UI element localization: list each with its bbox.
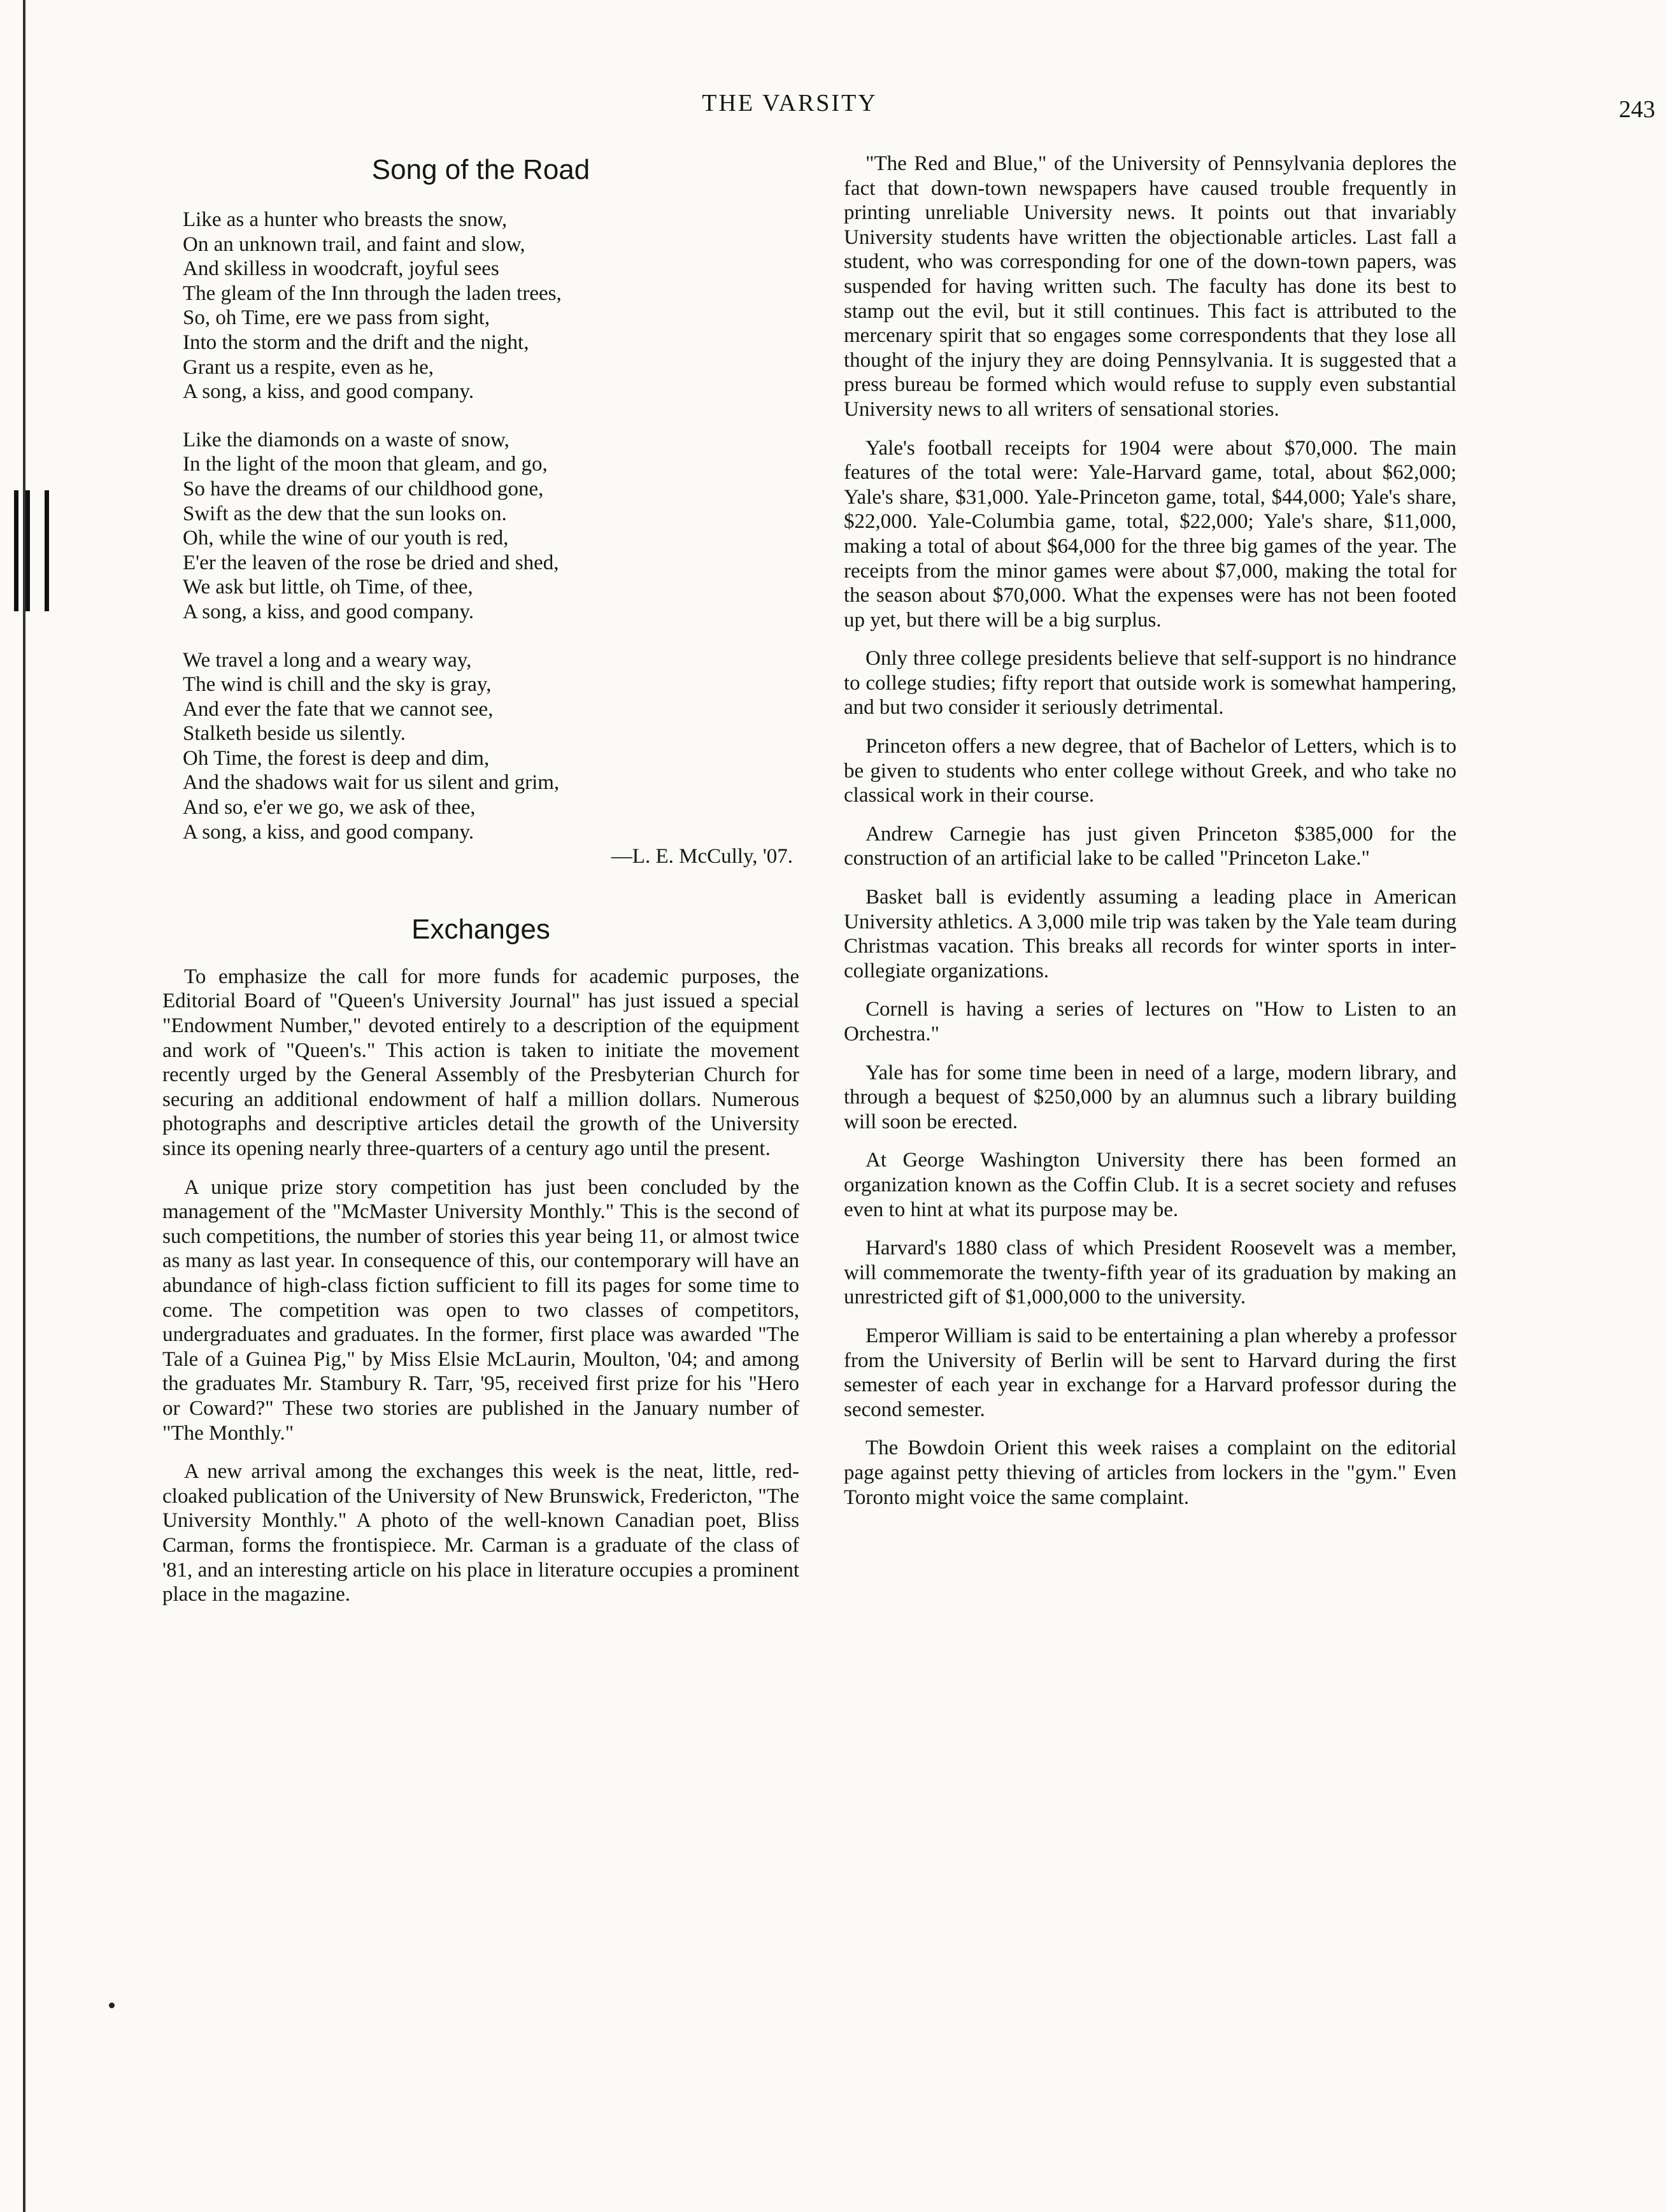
article-paragraph: Cornell is having a series of lectures on "How to Listen to an Orchestra." <box>844 998 1456 1046</box>
poem-line: Into the storm and the drift and the night, <box>183 330 529 354</box>
poem-line: A song, a kiss, and good company. <box>183 380 474 404</box>
poem-line: Grant us a respite, even as he, <box>183 355 434 379</box>
poem-line: We ask but little, oh Time, of thee, <box>183 576 473 599</box>
left-margin-rule <box>23 0 25 2212</box>
poem-line: A song, a kiss, and good company. <box>183 820 474 844</box>
article-paragraph: To emphasize the call for more funds for academic purposes, the Editorial Board of "Queen's University Journal" has just issued a special "Endowment Number," devoted entirely to a description of the equipment and work of "Queen's." This action is taken to initiate the movement recently urged by the General Assembly of the Presbyterian Church for securing an additional endowment of half a million dollars. Numerous photographs and descriptive articles detail the growth of the University since its opening nearly three-quarters of a century ago until the present. <box>162 965 799 1160</box>
article-paragraph: Princeton offers a new degree, that of Bachelor of Letters, which is to be given to students who enter college without Greek, and who take no classical work in their course. <box>844 735 1456 807</box>
binding-mark <box>14 490 18 611</box>
article-paragraph: A unique prize story competition has just been concluded by the management of the "McMaster University Monthly." This is the second of such competitions, the number of stories this year being 11, or almost twice as many as last year. In consequence of this, our contemporary will have an abundance of high-class fiction sufficient to fill its pages for some time to come. The competition was open to two classes of competitors, undergraduates and graduates. In the former, first place was awarded "The Tale of a Guinea Pig," by Miss Elsie McLaurin, Moulton, '04; and among the graduates Mr. Stambury R. Tarr, '95, received first prize for his "Hero or Coward?" These two stories are published in the January number of "The Monthly." <box>162 1175 799 1445</box>
binding-mark <box>25 490 30 611</box>
poem-line: So, oh Time, ere we pass from sight, <box>183 306 490 330</box>
article-paragraph: The Bowdoin Orient this week raises a complaint on the editorial page against petty thieving of articles from lockers in the "gym." Even Toronto might voice the same complaint. <box>844 1436 1456 1509</box>
poem-attribution: —L. E. McCully, '07. <box>611 845 793 868</box>
ink-speck <box>109 2003 115 2008</box>
poem-line: Stalketh beside us silently. <box>183 722 406 746</box>
article-paragraph: Only three college presidents believe that self-support is no hindrance to college studies; fifty report that outside work is somewhat hampering, and but two consider it seriously detrimental. <box>844 647 1456 720</box>
article-paragraph: Yale has for some time been in need of a large, modern library, and through a bequest of $250,000 by an alumnus such a library building will soon be erected. <box>844 1061 1456 1133</box>
poem-stanza <box>183 428 799 625</box>
poem-line: And skilless in woodcraft, joyful sees <box>183 257 499 281</box>
poem-line: E'er the leaven of the rose be dried and shed, <box>183 551 559 574</box>
article-paragraph: A new arrival among the exchanges this week is the neat, little, red-cloaked publication of the University of New Brunswick, Fredericton, "The University Monthly." A photo of the well-known Canadian poet, Bliss Carman, forms the frontispiece. Mr. Carman is a graduate of the class of '81, and an interesting article on his place in literature occupies a prominent place in the magazine. <box>162 1460 799 1606</box>
poem-line: The wind is chill and the sky is gray, <box>183 673 492 697</box>
poem-line: And ever the fate that we cannot see, <box>183 697 494 721</box>
exchanges-heading: Exchanges <box>411 913 550 945</box>
poem-line: So have the dreams of our childhood gone, <box>183 477 544 500</box>
poem-line: Oh Time, the forest is deep and dim, <box>183 746 490 770</box>
article-paragraph: Emperor William is said to be entertaining a plan whereby a professor from the University of Berlin will be sent to Harvard during the first semester of each year in exchange for a Harvard professor during the second semester. <box>844 1324 1456 1421</box>
poem-line: And the shadows wait for us silent and grim, <box>183 771 560 795</box>
article-paragraph: Basket ball is evidently assuming a leading place in American University athletics. A 3,000 mile trip was taken by the Yale team during Christmas vacation. This breaks all records for winter sports in inter-collegiate organizations. <box>844 886 1456 982</box>
poem-line: Swift as the dew that the sun looks on. <box>183 502 507 525</box>
poem-line: Like as a hunter who breasts the snow, <box>183 208 508 231</box>
poem-line: Oh, while the wine of our youth is red, <box>183 527 509 550</box>
page-number: 243 <box>1619 96 1655 123</box>
left-column <box>162 152 799 1621</box>
poem-line: A song, a kiss, and good company. <box>183 600 474 623</box>
article-paragraph: Andrew Carnegie has just given Princeton $385,000 for the construction of an artificial lake to be called "Princeton Lake." <box>844 822 1456 870</box>
poem-line: On an unknown trail, and faint and slow, <box>183 232 525 256</box>
running-title: THE VARSITY <box>702 90 878 117</box>
poem-stanza <box>183 648 799 845</box>
poem-title: Song of the Road <box>371 154 590 185</box>
article-paragraph: Harvard's 1880 class of which President Roosevelt was a member, will commemorate the twenty-fifth year of its graduation by making an unrestricted gift of $1,000,000 to the university. <box>844 1237 1456 1309</box>
binding-mark <box>45 490 49 611</box>
article-paragraph: "The Red and Blue," of the University of Pennsylvania deplores the fact that down-town newspapers have caused trouble frequently in printing unreliable University news. It points out that invariably University students have written the objectionable articles. Last fall a student, who was corresponding for one of the down-town papers, was suspended for having written such. The faculty has done its best to stamp out the evil, but it still continues. This fact is attributed to the mercenary spirit that so engages some correspondents that they lose all thought of the injury they are doing Pennsylvania. It is suggested that a press bureau be formed which would refuse to supply even substantial University news to all writers of sensational stories. <box>844 152 1456 421</box>
right-column <box>844 152 1456 1524</box>
poem-line: We travel a long and a weary way, <box>183 648 472 672</box>
poem-line: Like the diamonds on a waste of snow, <box>183 428 509 451</box>
poem-line: The gleam of the Inn through the laden trees, <box>183 281 562 305</box>
article-paragraph: At George Washington University there has been formed an organization known as the Coffin Club. It is a secret society and refuses even to hint at what its purpose may be. <box>844 1149 1456 1221</box>
poem-line: In the light of the moon that gleam, and go, <box>183 453 548 476</box>
poem-line: And so, e'er we go, we ask of thee, <box>183 796 476 819</box>
poem-stanza <box>183 208 799 404</box>
article-paragraph: Yale's football receipts for 1904 were about $70,000. The main features of the total were: Yale-Harvard game, total, about $62,000; Yale's share, $31,000. Yale-Princeton game, total, $44,000; Yale's share, $22,000. Yale-Columbia game, total, $22,000; Yale's share, $11,000, making a total of about $64,000 for the three big games of the year. The receipts from the minor games were about $7,000, making the total for the season about $70,000. What the expenses were has not been footed up yet, but there will be a big surplus. <box>844 436 1456 632</box>
